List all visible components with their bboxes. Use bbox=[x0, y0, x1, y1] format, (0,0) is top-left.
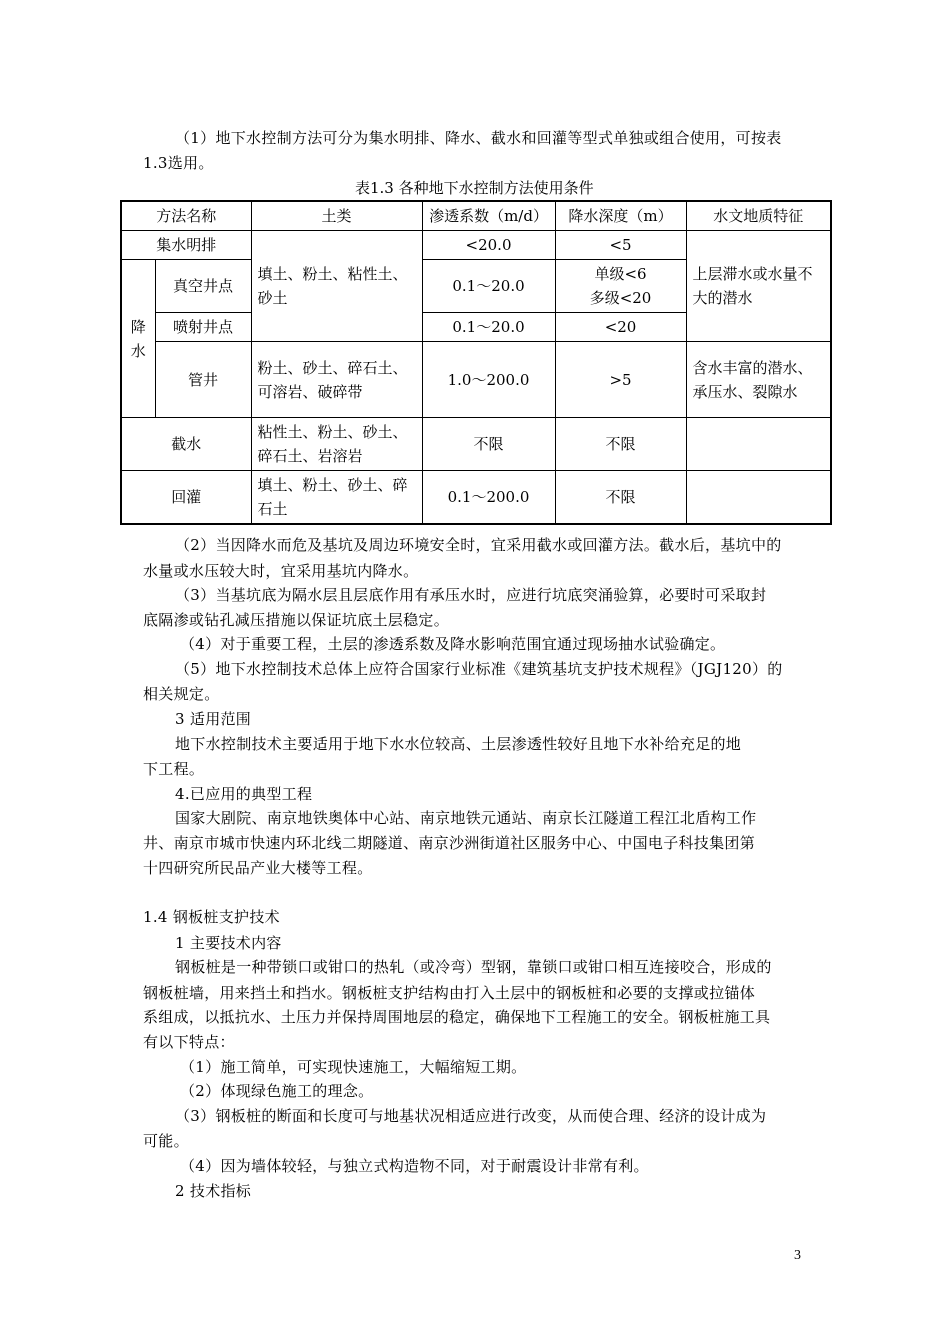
para-6-line-1: 地下水控制技术主要适用于地下水水位较高、土层渗透性较好且地下水补给充足的地 bbox=[175, 735, 742, 753]
feature-3-line-2: 可能。 bbox=[143, 1132, 189, 1150]
method-name: 集水明排 bbox=[121, 231, 251, 260]
subheading-technical-indicators: 2 技术指标 bbox=[175, 1182, 252, 1200]
permeability-cell: 不限 bbox=[422, 418, 555, 471]
method-name: 截水 bbox=[121, 418, 251, 471]
depth-single-stage: 单级<6 bbox=[594, 265, 647, 283]
soil-cell: 粉土、砂土、碎石土、可溶岩、破碎带 bbox=[251, 342, 422, 418]
para-1-line-2: 1.3选用。 bbox=[143, 154, 214, 172]
para-8-line-4: 有以下特点： bbox=[143, 1033, 235, 1051]
depth-cell: <20 bbox=[555, 313, 686, 342]
depth-cell: 不限 bbox=[555, 471, 686, 525]
table-row bbox=[121, 471, 831, 525]
permeability-cell: 0.1～20.0 bbox=[422, 260, 555, 313]
groundwater-control-table bbox=[120, 200, 832, 525]
soil-cell: 填土、粉土、粘性土、砂土 bbox=[251, 231, 422, 342]
permeability-cell: <20.0 bbox=[422, 231, 555, 260]
permeability-cell: 1.0～200.0 bbox=[422, 342, 555, 418]
header-soil: 土类 bbox=[251, 201, 422, 231]
para-5-line-2: 相关规定。 bbox=[143, 685, 220, 703]
para-3-line-2: 底隔渗或钻孔减压措施以保证坑底土层稳定。 bbox=[143, 611, 450, 629]
header-method: 方法名称 bbox=[121, 201, 251, 231]
feature-3-line-1: （3）钢板桩的断面和长度可与地基状况相适应进行改变，从而使合理、经济的设计成为 bbox=[175, 1107, 767, 1125]
soil-cell: 填土、粉土、砂土、碎石土 bbox=[251, 471, 422, 525]
heading-scope: 3 适用范围 bbox=[175, 710, 252, 728]
depth-cell: <5 bbox=[555, 231, 686, 260]
para-7-line-2: 井、南京市城市快速内环北线二期隧道、南京沙洲街道社区服务中心、中国电子科技集团第 bbox=[143, 834, 756, 852]
heading-typical-projects: 4.已应用的典型工程 bbox=[175, 785, 313, 803]
table-header-row bbox=[121, 201, 831, 231]
permeability-cell: 0.1～20.0 bbox=[422, 313, 555, 342]
table-row bbox=[121, 418, 831, 471]
method-name: 管井 bbox=[155, 342, 251, 418]
table-row bbox=[121, 342, 831, 418]
subheading-main-content: 1 主要技术内容 bbox=[175, 934, 282, 952]
hydro-cell: 含水丰富的潜水、承压水、裂隙水 bbox=[686, 342, 831, 418]
feature-1: （1）施工简单，可实现快速施工，大幅缩短工期。 bbox=[180, 1058, 527, 1076]
section-heading-1-4: 1.4 钢板桩支护技术 bbox=[143, 908, 280, 926]
para-8-line-2: 钢板桩墙，用来挡土和挡水。钢板桩支护结构由打入土层中的钢板桩和必要的支撑或拉锚体 bbox=[143, 984, 756, 1002]
hydro-cell bbox=[686, 471, 831, 525]
feature-4: （4）因为墙体较轻，与独立式构造物不同，对于耐震设计非常有利。 bbox=[180, 1157, 649, 1175]
feature-2: （2）体现绿色施工的理念。 bbox=[180, 1082, 374, 1100]
soil-cell: 粘性土、粉土、砂土、碎石土、岩溶岩 bbox=[251, 418, 422, 471]
method-name: 喷射井点 bbox=[155, 313, 251, 342]
method-name: 回灌 bbox=[121, 471, 251, 525]
para-7-line-3: 十四研究所民品产业大楼等工程。 bbox=[143, 859, 373, 877]
para-4-line-1: （4）对于重要工程，土层的渗透系数及降水影响范围宜通过现场抽水试验确定。 bbox=[180, 635, 726, 653]
table-caption: 表1.3 各种地下水控制方法使用条件 bbox=[355, 179, 594, 197]
header-permeability: 渗透系数（m/d） bbox=[422, 201, 555, 231]
depth-cell bbox=[555, 260, 686, 313]
depth-cell: >5 bbox=[555, 342, 686, 418]
para-1-line-1: （1）地下水控制方法可分为集水明排、降水、截水和回灌等型式单独或组合使用，可按表 bbox=[175, 129, 782, 147]
para-8-line-1: 钢板桩是一种带锁口或钳口的热轧（或冷弯）型钢，靠锁口或钳口相互连接咬合，形成的 bbox=[175, 958, 772, 976]
page-number: 3 bbox=[794, 1248, 801, 1263]
para-2-line-2: 水量或水压较大时，宜采用基坑内降水。 bbox=[143, 562, 419, 580]
header-depth: 降水深度（m） bbox=[555, 201, 686, 231]
para-3-line-1: （3）当基坑底为隔水层且层底作用有承压水时，应进行坑底突涌验算，必要时可采取封 bbox=[175, 586, 767, 604]
para-7-line-1: 国家大剧院、南京地铁奥体中心站、南京地铁元通站、南京长江隧道工程江北盾构工作 bbox=[175, 809, 757, 827]
para-8-line-3: 系组成，以抵抗水、土压力并保持周围地层的稳定，确保地下工程施工的安全。钢板桩施工具 bbox=[143, 1008, 771, 1026]
permeability-cell: 0.1～200.0 bbox=[422, 471, 555, 525]
para-5-line-1: （5）地下水控制技术总体上应符合国家行业标准《建筑基坑支护技术规程》（JGJ120）的 bbox=[175, 660, 783, 678]
para-2-line-1: （2）当因降水而危及基坑及周边环境安全时，宜采用截水或回灌方法。截水后，基坑中的 bbox=[175, 536, 782, 554]
method-name: 真空井点 bbox=[155, 260, 251, 313]
depth-multi-stage: 多级<20 bbox=[589, 289, 652, 307]
para-6-line-2: 下工程。 bbox=[143, 760, 205, 778]
hydro-cell bbox=[686, 418, 831, 471]
depth-cell: 不限 bbox=[555, 418, 686, 471]
table-row bbox=[121, 231, 831, 260]
header-hydro: 水文地质特征 bbox=[686, 201, 831, 231]
group-label-dewatering: 降 水 bbox=[121, 260, 155, 418]
hydro-cell: 上层滞水或水量不大的潜水 bbox=[686, 231, 831, 342]
